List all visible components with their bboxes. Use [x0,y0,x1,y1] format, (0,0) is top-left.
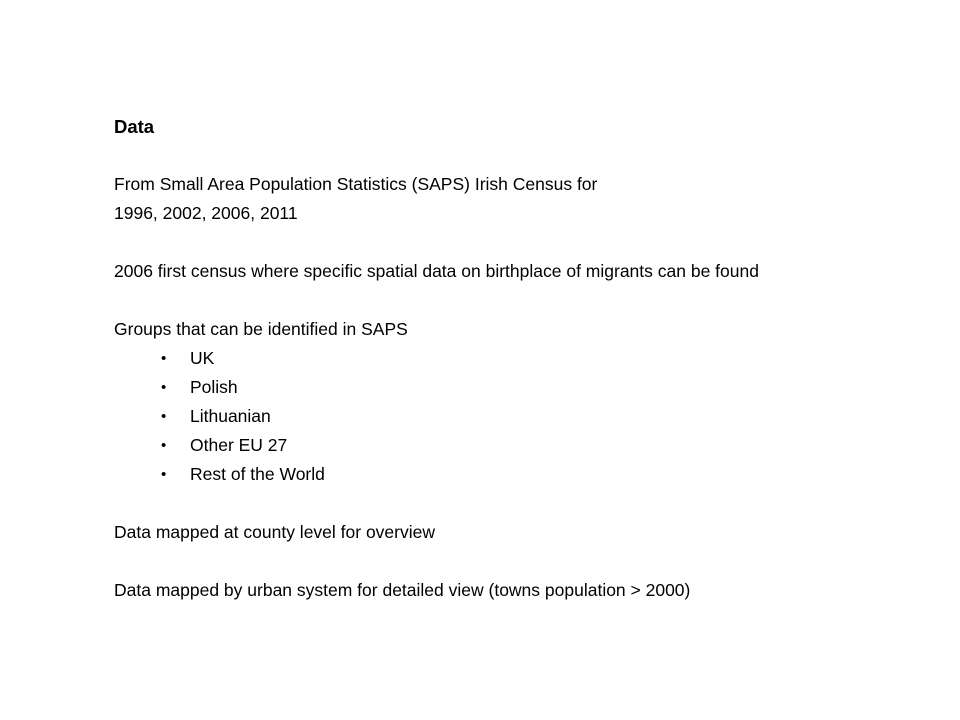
census-note: 2006 first census where specific spatial data on birthplace of migrants can be found [114,261,759,281]
group-label: UK [190,348,215,368]
bullet-icon: • [161,466,167,483]
spacer [114,547,934,576]
county-note: Data mapped at county level for overview [114,522,435,542]
list-item [114,460,934,489]
list-item [114,431,934,460]
groups-list [114,344,934,489]
slide-content [114,112,934,605]
group-label: Polish [190,377,238,397]
source-line-1: From Small Area Population Statistics (SAPS) Irish Census for [114,174,598,194]
spacer [114,286,934,315]
list-item [114,373,934,402]
bullet-icon: • [161,437,167,454]
group-label: Lithuanian [190,406,271,426]
urban-note: Data mapped by urban system for detailed view (towns population > 2000) [114,580,691,600]
slide-title: Data [114,116,155,137]
bullet-icon: • [161,408,167,425]
bullet-icon: • [161,350,167,367]
list-item [114,402,934,431]
group-label: Other EU 27 [190,435,288,455]
source-line-2: 1996, 2002, 2006, 2011 [114,203,298,223]
spacer [114,228,934,257]
bullet-icon: • [161,379,167,396]
spacer [114,489,934,518]
list-item [114,344,934,373]
groups-heading: Groups that can be identified in SAPS [114,319,408,339]
group-label: Rest of the World [190,464,325,484]
spacer [114,141,934,170]
